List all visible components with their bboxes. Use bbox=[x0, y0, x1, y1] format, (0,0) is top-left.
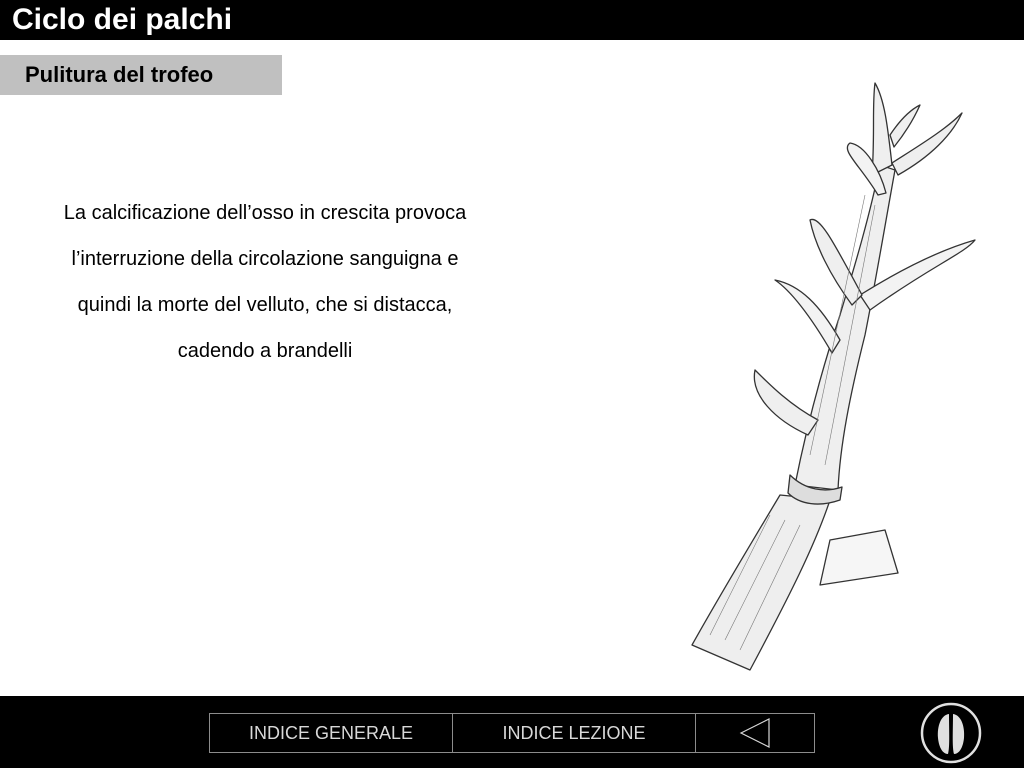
lesson-text: La calcificazione dell’osso in crescita provoca l’interruzione della circolazione sanguigna e quindi la morte del velluto, che si distacca, cadendo a brandelli bbox=[63, 202, 467, 362]
section-subtitle-box bbox=[0, 55, 282, 95]
title-bar bbox=[0, 0, 1024, 40]
page-title: Ciclo dei palchi bbox=[12, 3, 233, 36]
footer-bar bbox=[0, 696, 1024, 768]
hoofprint-icon[interactable] bbox=[920, 702, 982, 764]
nav-button-group bbox=[209, 713, 815, 753]
back-button[interactable] bbox=[696, 714, 814, 752]
section-subtitle: Pulitura del trofeo bbox=[25, 62, 214, 87]
lesson-index-button[interactable]: INDICE LEZIONE bbox=[453, 714, 696, 752]
general-index-button[interactable]: INDICE GENERALE bbox=[210, 714, 453, 752]
triangle-left-icon bbox=[738, 716, 772, 750]
antler-illustration bbox=[680, 75, 1000, 675]
